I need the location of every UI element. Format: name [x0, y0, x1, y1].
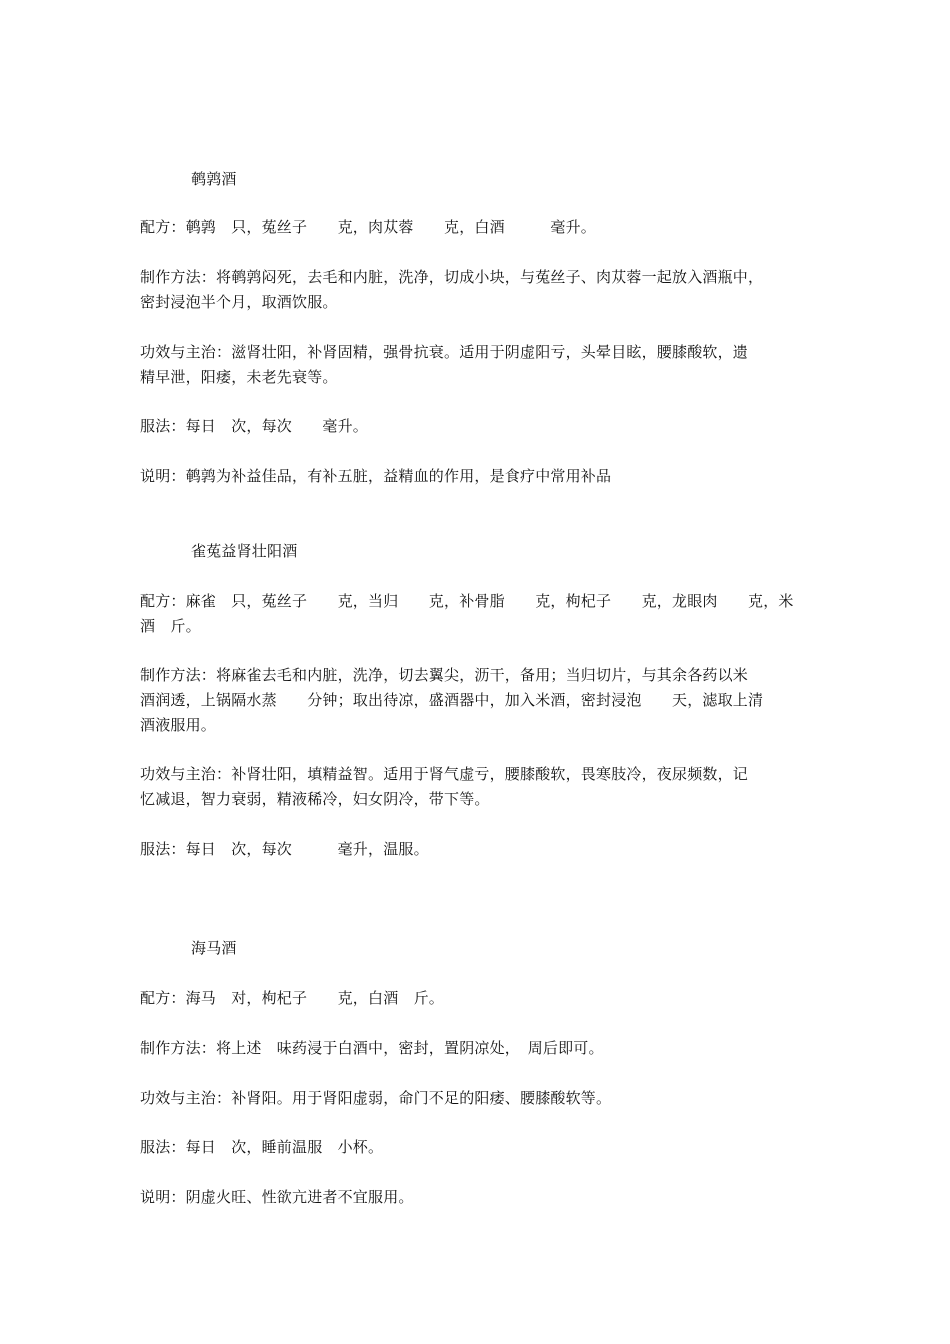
recipe-dosage: 服法：每日 次，睡前温服 小杯。 — [140, 1138, 384, 1156]
recipe-note: 说明：阴虚火旺、性欲亢进者不宜服用。 — [140, 1188, 414, 1206]
recipe-effect-line: 精早泄，阳痿，未老先衰等。 — [140, 368, 338, 386]
recipe-dosage: 服法：每日 次，每次 毫升。 — [140, 417, 369, 435]
recipe-formula-line: 配方：麻雀 只，菟丝子 克，当归 克，补骨脂 克，枸杞子 克，龙眼肉 克，米 — [140, 592, 794, 610]
recipe-formula: 配方：鹌鹑 只，菟丝子 克，肉苁蓉 克，白酒 毫升。 — [140, 218, 597, 236]
recipe-effect-line: 功效与主治：滋肾壮阳，补肾固精，强骨抗衰。适用于阴虚阳亏，头晕目眩，腰膝酸软，遗 — [140, 343, 749, 361]
recipe-method: 制作方法：将上述 味药浸于白酒中，密封，置阴凉处， 周后即可。 — [140, 1039, 604, 1057]
recipe-formula: 配方：海马 对，枸杞子 克，白酒 斤。 — [140, 989, 445, 1007]
recipe-title: 鹌鹑酒 — [191, 170, 237, 188]
recipe-method-line: 酒润透，上锅隔水蒸 分钟；取出待凉，盛酒器中，加入米酒，密封浸泡 天，滤取上清 — [140, 691, 764, 709]
recipe-title: 雀菟益肾壮阳酒 — [191, 542, 298, 560]
recipe-title: 海马酒 — [191, 939, 237, 957]
recipe-method-line: 酒液服用。 — [140, 716, 217, 734]
recipe-effect: 功效与主治：补肾阳。用于肾阳虚弱，命门不足的阳痿、腰膝酸软等。 — [140, 1089, 612, 1107]
recipe-method-line: 制作方法：将麻雀去毛和内脏，洗净，切去翼尖，沥干，备用；当归切片，与其余各药以米 — [140, 666, 749, 684]
recipe-effect-line: 功效与主治：补肾壮阳，填精益智。适用于肾气虚亏，腰膝酸软，畏寒肢冷，夜尿频数，记 — [140, 765, 749, 783]
recipe-method-line: 制作方法：将鹌鹑闷死，去毛和内脏，洗净，切成小块，与菟丝子、肉苁蓉一起放入酒瓶中， — [140, 268, 764, 286]
recipe-effect-line: 忆减退，智力衰弱，精液稀冷，妇女阴冷，带下等。 — [140, 790, 490, 808]
recipe-method-line: 密封浸泡半个月，取酒饮服。 — [140, 293, 338, 311]
recipe-formula-line: 酒 斤。 — [140, 617, 201, 635]
recipe-dosage: 服法：每日 次，每次 毫升，温服。 — [140, 840, 429, 858]
recipe-note: 说明：鹌鹑为补益佳品，有补五脏，益精血的作用，是食疗中常用补品 — [140, 467, 612, 485]
